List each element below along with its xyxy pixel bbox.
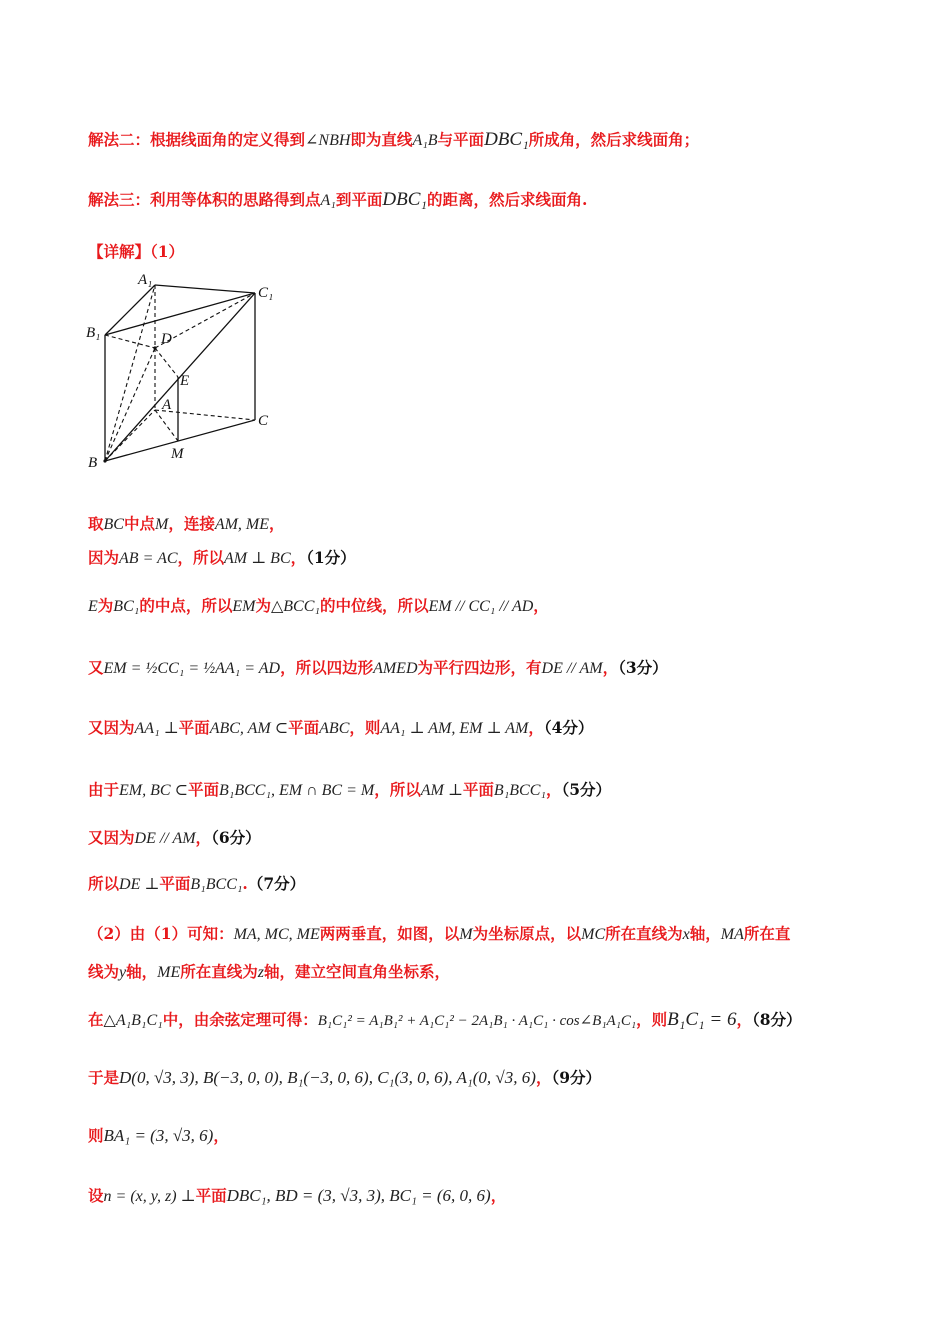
- text: 的中点，所以: [139, 596, 233, 615]
- math: E: [88, 598, 98, 615]
- text: 所以: [88, 874, 120, 893]
- proof-line-2: [88, 546, 356, 568]
- text: 平面: [288, 718, 320, 737]
- part2-line-3: [88, 1008, 802, 1031]
- math: B₁BCC₁: [493, 782, 546, 799]
- part2-label: （2）由（1）可知：: [88, 924, 234, 943]
- math: AM ⊥: [420, 782, 463, 799]
- text: 所在直线为: [180, 962, 258, 981]
- math: MC: [581, 926, 606, 943]
- solution-2-label: 解法二：根据线面角的定义得到: [88, 130, 306, 149]
- math: AM ⊥ BC: [224, 550, 291, 567]
- text: 所在直: [743, 924, 791, 943]
- math-cosine-law: B₁C₁² = A₁B₁² + A₁C₁² − 2A₁B₁ · A₁C₁ · cos∠B₁A₁C₁: [317, 1013, 637, 1029]
- math: MA: [720, 926, 744, 943]
- proof-line-8: [88, 872, 305, 894]
- text: ，: [290, 548, 307, 567]
- label-b: B: [88, 455, 98, 471]
- math: M: [459, 926, 473, 943]
- score-badge: （7分）: [247, 874, 306, 893]
- text: 两两垂直，如图，以: [319, 924, 460, 943]
- label-a1: A₁: [138, 272, 153, 288]
- text: 轴，: [126, 962, 158, 981]
- text: ，: [213, 1126, 229, 1145]
- label-b1: B₁: [86, 325, 101, 341]
- text: 设: [88, 1186, 104, 1205]
- math: x: [682, 926, 690, 943]
- math: DE ⊥: [119, 876, 160, 893]
- text: 为: [97, 596, 114, 615]
- text: ，: [545, 780, 562, 799]
- proof-line-5: [88, 716, 593, 738]
- score-badge: （5分）: [561, 780, 611, 799]
- text: 线为: [88, 962, 120, 981]
- text: ，: [533, 596, 549, 615]
- math-angle-nbh: ∠NBH: [305, 132, 351, 149]
- text: 所成角，然后求线面角；: [528, 130, 700, 149]
- part2-line-2: [88, 960, 450, 982]
- detail-heading: [88, 240, 184, 262]
- text: 与平面: [437, 130, 485, 149]
- text: 轴，建立空间直角坐标系，: [264, 962, 451, 981]
- line-a-m: [155, 410, 178, 441]
- math-plane-dbc1: DBC₁: [382, 189, 427, 210]
- label-e: E: [180, 373, 190, 389]
- text: 平面: [462, 780, 494, 799]
- math: ME: [157, 964, 181, 981]
- text: ，则: [636, 1010, 668, 1029]
- math: z: [257, 964, 264, 981]
- label-a: A: [162, 397, 172, 413]
- math-coordinates: D(0, √3, 3), B(−3, 0, 0), B₁(−3, 0, 6), C₁(3, 0, 6), A₁(0, √3, 6): [119, 1068, 536, 1087]
- line-b1-d: [105, 335, 155, 348]
- math: B₁C₁ = 6: [667, 1009, 737, 1030]
- text: 为坐标原点，以: [472, 924, 582, 943]
- math: EM = ½CC₁ = ½AA₁ = AD: [103, 660, 281, 677]
- edge-b-a: [105, 410, 155, 461]
- prism-figure: [80, 265, 280, 475]
- text: 的中位线，所以: [319, 596, 429, 615]
- text: 平面: [178, 718, 210, 737]
- score-badge: （6分）: [211, 828, 261, 847]
- math: ABC, AM ⊂: [209, 720, 289, 737]
- math: ABC: [319, 720, 350, 737]
- text: 又: [88, 658, 104, 677]
- text: ，: [490, 1186, 507, 1205]
- detail-part-label: （1）: [150, 242, 185, 261]
- text: 中点: [123, 514, 155, 533]
- math: DE // AM: [134, 830, 196, 847]
- text: 轴，: [689, 924, 721, 943]
- math: EM, BC ⊂: [119, 782, 188, 799]
- text: 取: [88, 514, 104, 533]
- text: 为: [255, 596, 271, 615]
- math: M: [154, 516, 169, 533]
- score-badge: （8分）: [751, 1010, 802, 1029]
- proof-line-4: [88, 656, 668, 678]
- solution-3-line: [88, 188, 587, 211]
- text: ，: [269, 514, 285, 533]
- label-d: D: [161, 331, 172, 347]
- text: 又因为: [88, 828, 135, 847]
- label-m: M: [171, 446, 184, 462]
- math: AA₁ ⊥: [134, 720, 179, 737]
- math: B₁BCC₁, EM ∩ BC = M: [218, 782, 375, 799]
- text: ，: [535, 1068, 552, 1087]
- edge-a1-c1: [155, 285, 255, 293]
- text: 由于: [88, 780, 120, 799]
- line-b-a1: [105, 285, 155, 461]
- point-b: [103, 459, 106, 462]
- part2-line-5: [88, 1124, 229, 1146]
- part2-line-1: [88, 922, 790, 944]
- proof-line-1: [88, 512, 285, 534]
- score-badge: （9分）: [551, 1068, 601, 1087]
- math: EM: [232, 598, 256, 615]
- text: 平面: [195, 1186, 227, 1205]
- text: ，所以四边形: [280, 658, 374, 677]
- score-badge: （1分）: [306, 548, 356, 567]
- math-plane-dbc1: DBC₁: [484, 129, 529, 150]
- text: ，连接: [168, 514, 215, 533]
- math: △A₁B₁C₁: [103, 1012, 163, 1029]
- math: BC₁: [113, 598, 140, 615]
- text: 平面: [159, 874, 191, 893]
- text: ，则: [349, 718, 381, 737]
- text: 中，由余弦定理可得：: [162, 1010, 318, 1029]
- text: ，所以: [177, 548, 225, 567]
- math-a1: A₁: [320, 192, 336, 209]
- math-vectors: DBC₁, BD = (3, √3, 3), BC₁ = (6, 0, 6): [226, 1186, 491, 1205]
- text: .: [242, 874, 248, 893]
- text: ，: [602, 658, 619, 677]
- math: BC: [103, 516, 124, 533]
- text: 在: [88, 1010, 104, 1029]
- math-a1b: A₁B: [412, 132, 438, 149]
- text: 的距离，然后求线面角.: [426, 190, 588, 209]
- text: ，: [528, 718, 544, 737]
- part2-line-6: [88, 1184, 506, 1206]
- math: AA₁ ⊥ AM, EM ⊥ AM: [380, 720, 529, 737]
- text: ，: [195, 828, 212, 847]
- text: 平面: [187, 780, 219, 799]
- proof-line-6: [88, 778, 611, 800]
- solution-2-line: [88, 128, 699, 151]
- detail-heading-label: 【详解】: [88, 242, 151, 261]
- math: MA, MC, ME: [233, 926, 320, 943]
- text: 到平面: [335, 190, 383, 209]
- label-c: C: [258, 413, 269, 429]
- score-badge: （3分）: [618, 658, 668, 677]
- text: 于是: [88, 1068, 120, 1087]
- label-c1: C₁: [258, 285, 274, 301]
- math: AM, ME: [214, 516, 270, 533]
- proof-line-7: [88, 826, 261, 848]
- text: ，: [736, 1010, 752, 1029]
- text: 为平行四边形，有: [417, 658, 542, 677]
- math: AB = AC: [119, 550, 178, 567]
- solution-3-label: 解法三：利用等体积的思路得到点: [88, 190, 321, 209]
- math: DE // AM: [541, 660, 603, 677]
- math-normal-vector: n = (x, y, z) ⊥: [103, 1188, 196, 1205]
- math: EM // CC₁ // AD: [428, 598, 534, 615]
- text: 即为直线: [350, 130, 413, 149]
- score-badge: （4分）: [543, 718, 594, 737]
- text: 所在直线为: [605, 924, 683, 943]
- line-b-d: [105, 348, 155, 461]
- part2-line-4: [88, 1066, 601, 1088]
- text: ，所以: [374, 780, 421, 799]
- math: AMED: [373, 660, 418, 677]
- edge-b1-c1: [105, 293, 255, 335]
- text: 则: [88, 1126, 104, 1145]
- point-d: [153, 346, 156, 349]
- math: B₁BCC₁: [190, 876, 243, 893]
- line-d-e: [155, 348, 178, 377]
- text: 又因为: [88, 718, 135, 737]
- math: △BCC₁: [270, 598, 320, 615]
- text: 因为: [88, 548, 120, 567]
- math-vector-ba1: BA₁ = (3, √3, 6): [103, 1126, 214, 1145]
- proof-line-3: [88, 594, 549, 616]
- math: y: [119, 964, 127, 981]
